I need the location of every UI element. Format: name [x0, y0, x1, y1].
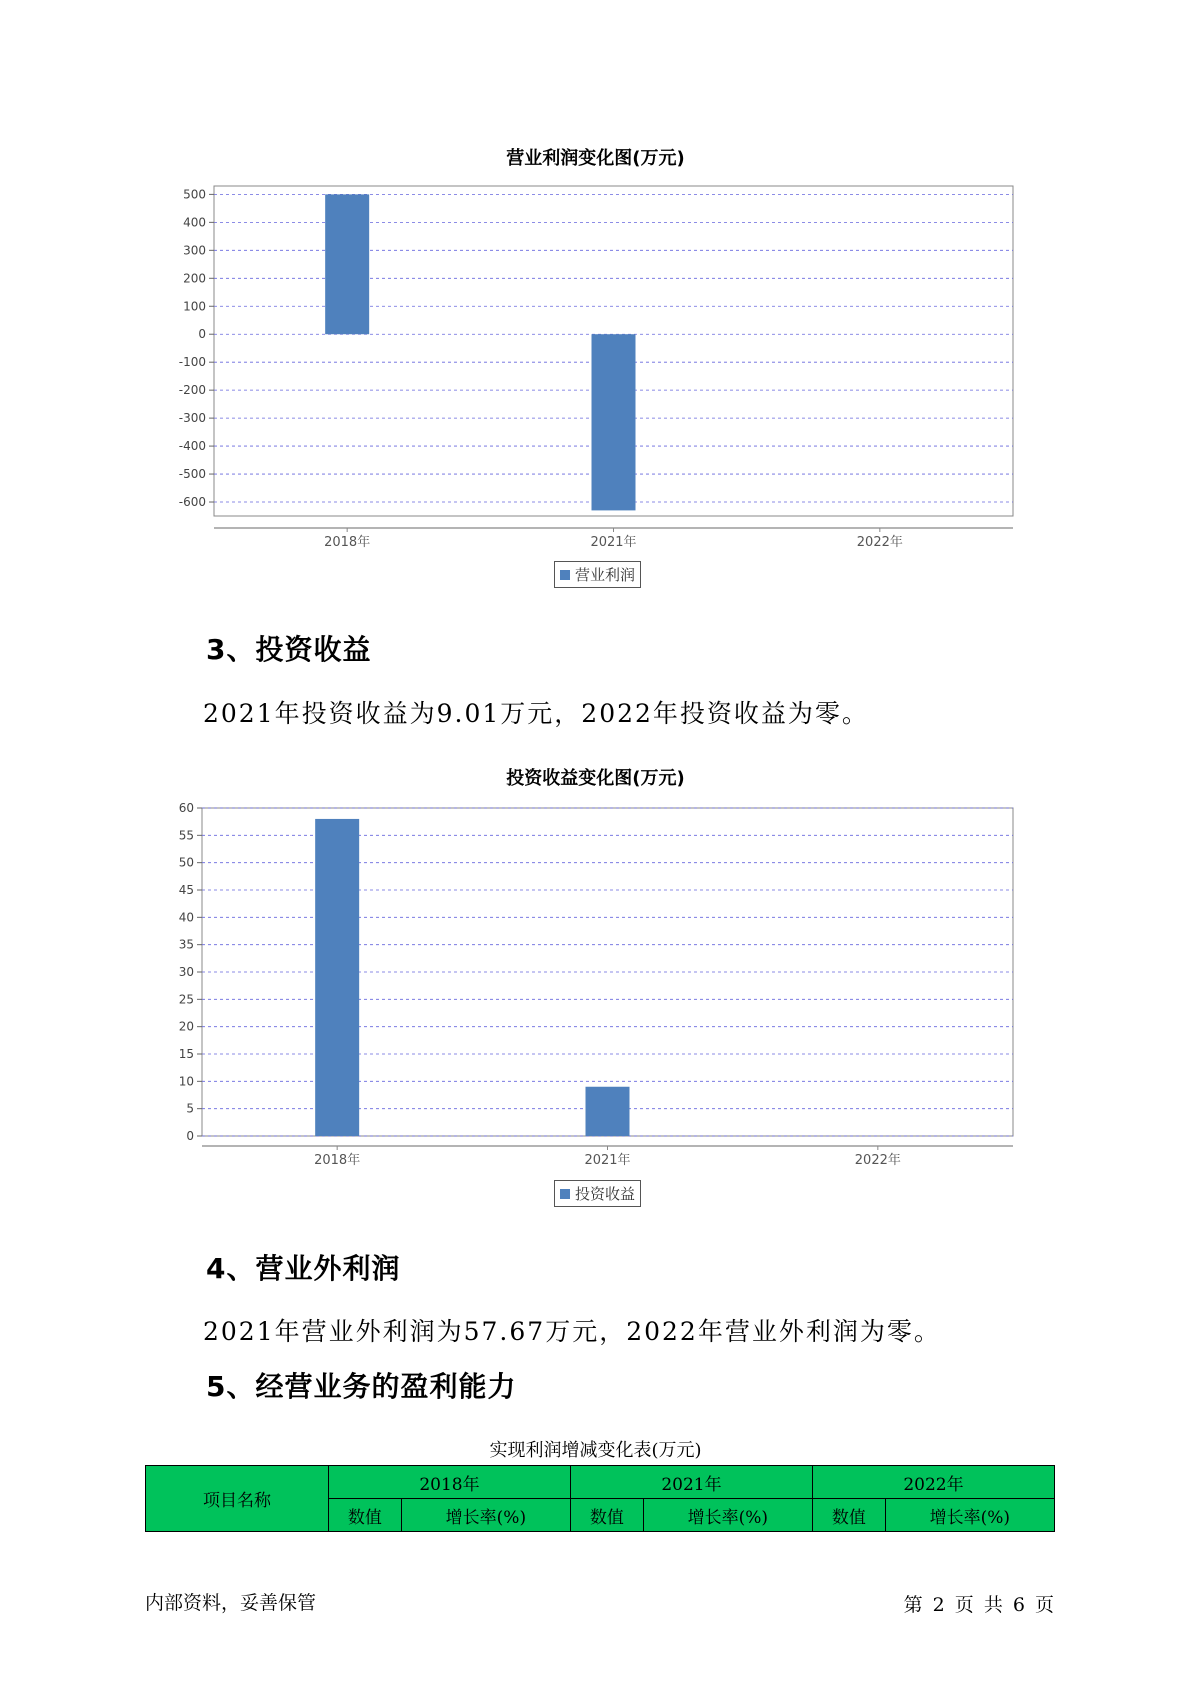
legend-investment-income: [554, 1180, 641, 1207]
footer-page-number: 第 2 页 共 6 页: [903, 1594, 1054, 1616]
section-text-nonoperating: 2021年营业外利润为57.67万元，2022年营业外利润为零。: [203, 1317, 941, 1346]
section-text-investment: 2021年投资收益为9.01万元，2022年投资收益为零。: [203, 699, 869, 728]
y-tick-label: 30: [178, 965, 194, 979]
y-tick-label: 55: [178, 828, 194, 843]
x-tick-label: 2021年: [584, 1153, 631, 1168]
table-header-year: 2022年: [812, 1466, 1054, 1499]
y-tick-label: -600: [178, 495, 206, 510]
x-tick-label: 2022年: [856, 535, 903, 550]
x-tick-label: 2022年: [854, 1153, 901, 1168]
section-heading-nonoperating: 4、营业外利润: [206, 1252, 401, 1285]
chart-title-operating-profit: 营业利润变化图(万元): [506, 148, 685, 169]
y-tick-label: -500: [178, 467, 206, 482]
y-tick-label: 0: [198, 327, 206, 342]
table-header-growth: 增长率(%): [885, 1499, 1054, 1532]
table-header-value: 数值: [570, 1499, 643, 1532]
x-tick-label: 2021年: [590, 535, 637, 550]
profit-change-table: [145, 1465, 1055, 1532]
footer-confidential-note: 内部资料，妥善保管: [145, 1592, 317, 1614]
chart-title-investment-income: 投资收益变化图(万元): [506, 768, 685, 789]
y-tick-label: 20: [178, 1019, 194, 1034]
bar-2021年: [586, 1087, 630, 1136]
y-tick-label: 40: [178, 910, 194, 925]
table-header-growth: 增长率(%): [643, 1499, 812, 1532]
y-tick-label: 300: [183, 243, 206, 258]
y-tick-label: 500: [183, 187, 206, 202]
y-tick-label: -100: [178, 355, 206, 370]
table-header-value: 数值: [812, 1499, 885, 1532]
table-header-growth: 增长率(%): [401, 1499, 570, 1532]
y-tick-label: 200: [183, 271, 206, 286]
y-tick-label: -400: [178, 439, 206, 454]
y-tick-label: 0: [186, 1129, 194, 1143]
y-tick-label: -300: [178, 411, 206, 426]
table-caption: 实现利润增减变化表(万元): [489, 1440, 702, 1461]
y-tick-label: 45: [178, 883, 194, 897]
legend-label: 营业利润: [575, 566, 636, 584]
y-tick-label: 400: [183, 215, 206, 230]
y-tick-label: 25: [178, 992, 194, 1007]
legend-swatch: [560, 1189, 570, 1199]
legend-label: 投资收益: [575, 1185, 636, 1203]
y-tick-label: 50: [178, 855, 194, 870]
table-header-item-name: 项目名称: [146, 1466, 329, 1532]
y-tick-label: 15: [178, 1047, 194, 1061]
y-tick-label: 35: [178, 937, 194, 952]
bar-2018年: [315, 819, 359, 1136]
y-tick-label: 100: [183, 299, 206, 314]
x-tick-label: 2018年: [324, 535, 371, 550]
table-header-value: 数值: [329, 1499, 402, 1532]
y-tick-label: 60: [178, 801, 194, 815]
y-tick-label: 5: [186, 1101, 194, 1116]
section-heading-profitability: 5、经营业务的盈利能力: [206, 1370, 517, 1403]
section-heading-investment: 3、投资收益: [206, 633, 372, 666]
y-tick-label: -200: [178, 383, 206, 398]
x-tick-label: 2018年: [314, 1153, 361, 1168]
table-header-year: 2018年: [329, 1466, 571, 1499]
y-tick-label: 10: [178, 1074, 194, 1089]
table-header-year: 2021年: [570, 1466, 812, 1499]
